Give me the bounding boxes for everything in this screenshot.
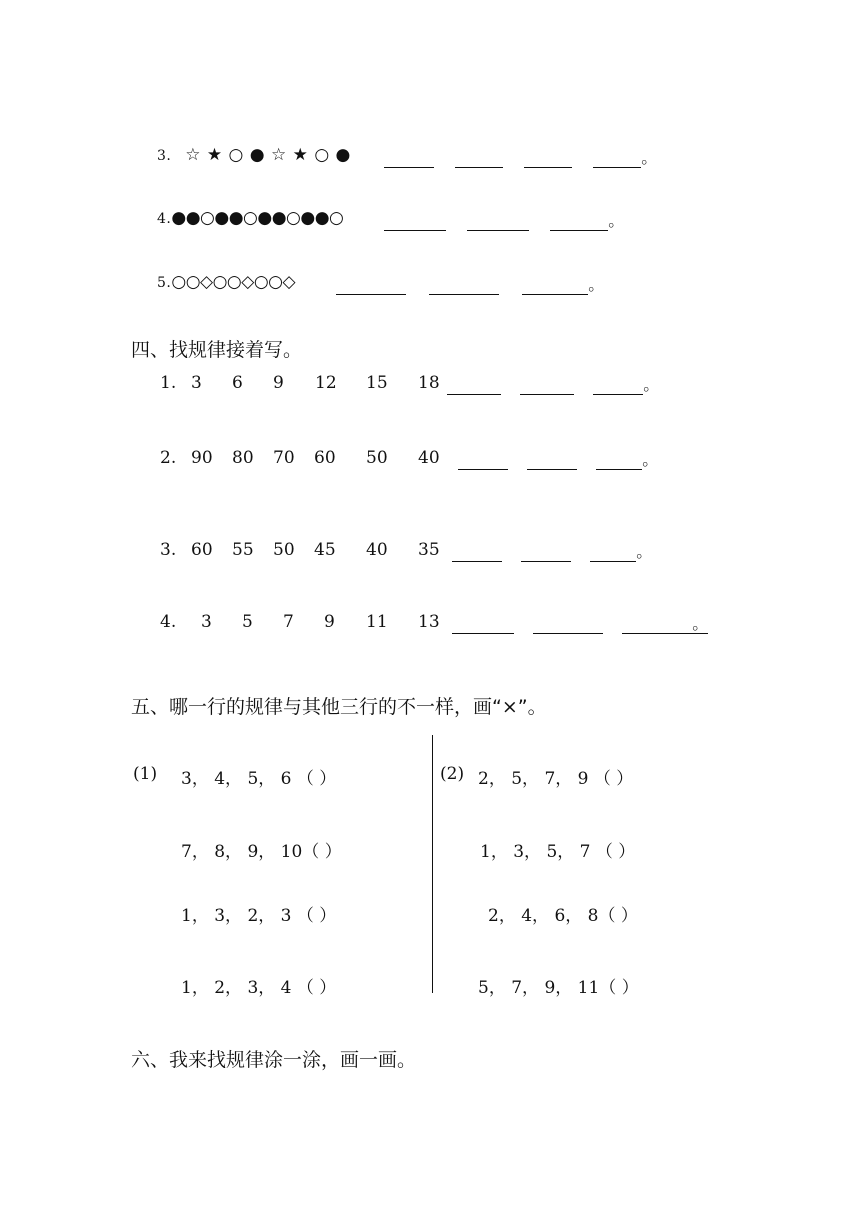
sequence-value: 45 [314, 540, 336, 560]
section-5-title: 五、哪一行的规律与其他三行的不一样，画“×”。 [131, 696, 547, 718]
answer-blanks [452, 539, 652, 562]
sequence-value: 7 [283, 612, 294, 632]
period: 。 [641, 148, 658, 167]
answer-blank[interactable] [520, 376, 574, 395]
sequence-value: 60 [191, 540, 213, 560]
answer-blank[interactable] [590, 543, 636, 562]
period: 。 [588, 275, 605, 294]
sequence-value: 70 [273, 448, 295, 468]
sequence-value: 40 [366, 540, 388, 560]
sequence-value: 55 [232, 540, 254, 560]
column-divider [432, 735, 433, 993]
sequence-value: 15 [366, 373, 388, 393]
sequence-value: 90 [191, 448, 213, 468]
answer-blanks [447, 372, 659, 395]
sequence-value: 9 [273, 373, 284, 393]
sequence-value: 12 [315, 373, 337, 393]
sequence-value: 60 [314, 448, 336, 468]
row-label: 4. [160, 612, 177, 632]
pattern-row-5 [157, 272, 295, 292]
pattern-row-3 [157, 145, 351, 165]
answer-blank[interactable] [452, 615, 514, 634]
answer-blank[interactable] [467, 212, 529, 231]
answer-blank[interactable] [524, 149, 572, 168]
sequence-value: 11 [366, 612, 388, 632]
pattern-label: 5. [157, 275, 172, 291]
answer-blank[interactable] [447, 376, 501, 395]
answer-blanks [384, 208, 624, 231]
answer-blanks [452, 611, 708, 634]
answer-blank[interactable] [336, 276, 406, 295]
sequence-value: 6 [232, 373, 243, 393]
answer-blanks [384, 145, 657, 168]
section-6-title: 六、我来找规律涂一涂，画一画。 [131, 1049, 417, 1071]
pattern-sequence: ☆ ★ ○ ● ☆ ★ ○ ● [185, 145, 351, 165]
period: 。 [642, 450, 659, 469]
answer-blank[interactable] [455, 149, 503, 168]
answer-blank[interactable] [384, 212, 446, 231]
pattern-sequence: ○○◇○○◇○○◇ [171, 272, 296, 292]
group-label: (1) [133, 764, 158, 784]
row-label: 1. [160, 373, 177, 393]
period: 。 [608, 211, 625, 230]
answer-blank[interactable] [527, 451, 577, 470]
answer-blank[interactable] [596, 451, 642, 470]
pattern-label: 4. [157, 211, 172, 227]
option-row: 2， 5， 7， 9 （ ） [478, 769, 634, 789]
option-row: 1， 3， 5， 7 （ ） [480, 842, 636, 862]
group-label: (2) [440, 764, 465, 784]
sequence-value: 3 [191, 373, 202, 393]
pattern-sequence: ●●○●●○●●○●●○ [171, 208, 344, 228]
sequence-value: 80 [232, 448, 254, 468]
sequence-value: 35 [418, 540, 440, 560]
sequence-value: 3 [201, 612, 212, 632]
answer-blank[interactable] [429, 276, 499, 295]
sequence-value: 9 [324, 612, 335, 632]
sequence-value: 5 [242, 612, 253, 632]
option-row: 1， 2， 3， 4 （ ） [181, 978, 337, 998]
pattern-label: 3. [157, 148, 172, 164]
sequence-value: 18 [418, 373, 440, 393]
option-row: 2， 4， 6， 8（ ） [488, 906, 638, 926]
answer-blank[interactable] [593, 149, 641, 168]
answer-blanks [336, 272, 604, 295]
answer-blank[interactable] [622, 615, 692, 634]
option-row: 5， 7， 9， 11（ ） [478, 978, 639, 998]
option-row: 1， 3， 2， 3 （ ） [181, 906, 337, 926]
row-label: 2. [160, 448, 177, 468]
period: 。 [643, 375, 660, 394]
period: 。 [692, 614, 709, 633]
sequence-value: 50 [366, 448, 388, 468]
answer-blank[interactable] [533, 615, 603, 634]
option-row: 7， 8， 9， 10（ ） [181, 842, 342, 862]
period: 。 [636, 542, 653, 561]
answer-blank[interactable] [458, 451, 508, 470]
sequence-value: 50 [273, 540, 295, 560]
sequence-value: 40 [418, 448, 440, 468]
row-label: 3. [160, 540, 177, 560]
answer-blank[interactable] [522, 276, 588, 295]
pattern-row-4 [157, 208, 343, 228]
answer-blanks [458, 447, 658, 470]
section-4-title: 四、找规律接着写。 [131, 339, 303, 361]
answer-blank[interactable] [452, 543, 502, 562]
option-row: 3， 4， 5， 6 （ ） [181, 769, 337, 789]
answer-blank[interactable] [521, 543, 571, 562]
answer-blank[interactable] [550, 212, 608, 231]
sequence-value: 13 [418, 612, 440, 632]
answer-blank[interactable] [593, 376, 643, 395]
answer-blank[interactable] [384, 149, 434, 168]
